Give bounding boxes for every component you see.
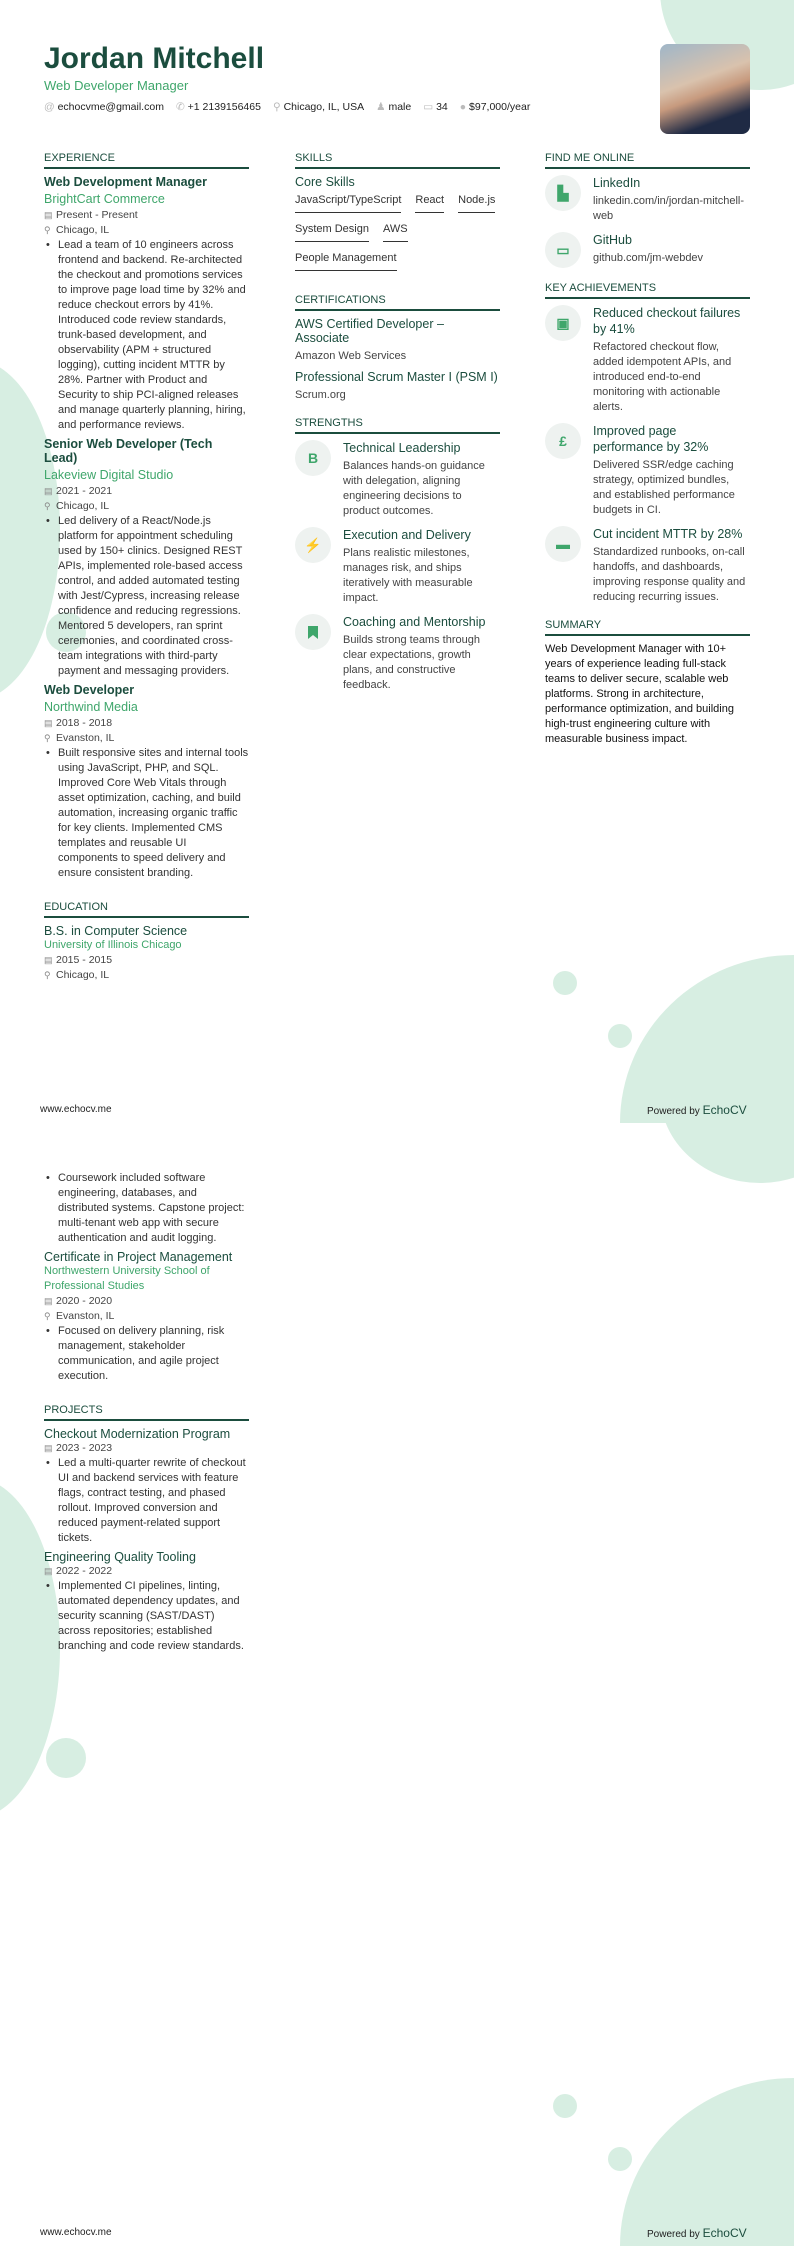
decor-circle	[46, 1738, 86, 1778]
person-icon: ♟	[376, 101, 389, 113]
profile-photo	[660, 44, 750, 134]
clipboard-icon: ▣	[545, 305, 581, 341]
left-column-continued	[44, 1171, 249, 1654]
name: Jordan Mitchell	[44, 42, 265, 75]
skill-tag: People Management	[295, 247, 397, 271]
online-linkedin[interactable]: ▙ LinkedIn linkedin.com/in/jordan-mitchell-web	[545, 175, 750, 224]
education-desc: • Coursework included software engineering, databases, and distributed systems. Capstone project: multi-tenant web app with secure authentication and audit logging.	[44, 1171, 249, 1246]
calendar-icon: ▭	[423, 101, 437, 113]
skill-tag: React	[415, 189, 444, 213]
job-title: Web Developer Manager	[44, 78, 189, 93]
strength-item: Coaching and Mentorship Builds strong teams through clear expectations, growth plans, and constructive feedback.	[295, 614, 500, 693]
linkedin-link[interactable]: linkedin.com/in/jordan-mitchell-web	[593, 195, 745, 222]
skill-tag: System Design	[295, 218, 369, 242]
cert-name: Professional Scrum Master I (PSM I)	[295, 370, 498, 384]
battery-icon: ▬	[545, 526, 581, 562]
decor-circle	[608, 2147, 632, 2171]
coin-icon: ●	[459, 101, 470, 113]
pin-icon: ⚲	[44, 225, 51, 235]
pin-icon: ⚲	[44, 733, 51, 743]
experience-item: Senior Web Developer (Tech Lead) Lakeview Digital Studio ▤ 2021 - 2021 ⚲ Chicago, IL • Led delivery of a React/Node.js platform for appointment scheduling used by 150+ clinics. Designed REST APIs, implemented role-based access control, and added automated testing with Jest/Cypress, increasing release confidence and reducing regressions. Mentored 5 developers, ran sprint ceremonies, and coordinated cross-team integrations with third-party payment and messaging providers.	[44, 437, 249, 679]
section-strengths: STRENGTHS	[295, 417, 500, 434]
calendar-icon: ▤	[44, 955, 53, 965]
calendar-icon: ▤	[44, 1443, 53, 1453]
strength-item: B Technical Leadership Balances hands-on guidance with delegation, aligning engineering decisions to product outcomes.	[295, 440, 500, 519]
section-projects: PROJECTS	[44, 1404, 249, 1421]
skill-tags	[295, 189, 500, 276]
left-column	[44, 152, 249, 983]
skill-group: Core Skills	[295, 175, 355, 189]
middle-column	[295, 152, 500, 701]
education-item: B.S. in Computer Science University of Illinois Chicago ▤ 2015 - 2015 ⚲ Chicago, IL	[44, 924, 188, 981]
header	[44, 42, 530, 113]
right-column	[545, 152, 750, 747]
bookmark-icon	[295, 614, 331, 650]
calendar-icon: ▤	[44, 486, 53, 496]
phone: ✆ +1 2139156465	[175, 101, 261, 113]
salary: ● $97,000/year	[459, 101, 531, 113]
pound-coin-icon: £	[545, 423, 581, 459]
letter-b-icon: B	[295, 440, 331, 476]
toggle-icon: ▭	[545, 232, 581, 268]
building-icon: ▙	[545, 175, 581, 211]
contact-row	[44, 101, 530, 113]
decor-circle	[608, 1024, 632, 1048]
calendar-icon: ▤	[44, 1296, 53, 1306]
pin-icon: ⚲	[272, 101, 284, 113]
bolt-icon: ⚡	[295, 527, 331, 563]
phone-icon: ✆	[175, 101, 188, 113]
section-achievements: KEY ACHIEVEMENTS	[545, 282, 750, 299]
project-item: Checkout Modernization Program ▤ 2023 - 2023 • Led a multi-quarter rewrite of checkout UI and backend services with feature flags, contract testing, and phased rollout. Improved conversion and reduced payment-related support tickets.	[44, 1427, 249, 1546]
cert-issuer: Amazon Web Services	[295, 350, 407, 362]
achievement-item: ▣ Reduced checkout failures by 41% Refactored checkout flow, added idempotent APIs, and introduced end-to-end monitoring with actionable alerts.	[545, 305, 750, 415]
at-icon: @	[44, 101, 58, 113]
pin-icon: ⚲	[44, 1311, 51, 1321]
pin-icon: ⚲	[44, 970, 51, 980]
github-link[interactable]: github.com/jm-webdev	[593, 252, 704, 264]
calendar-icon: ▤	[44, 1566, 53, 1576]
footer-powered: Powered by EchoCV	[647, 1103, 747, 1117]
achievement-item: £ Improved page performance by 32% Delivered SSR/edge caching strategy, optimized bundles, and established performance budgets in CI.	[545, 423, 750, 518]
decor-circle	[660, 1123, 794, 1183]
pin-icon: ⚲	[44, 501, 51, 511]
strength-item: ⚡ Execution and Delivery Plans realistic milestones, manages risk, and ships iteratively with measurable impact.	[295, 527, 500, 606]
skill-tag: AWS	[383, 218, 408, 242]
decor-circle	[553, 2094, 577, 2118]
email[interactable]: @ echocvme@gmail.com	[44, 101, 164, 113]
footer-site[interactable]: www.echocv.me	[40, 2227, 112, 2238]
achievement-item: ▬ Cut incident MTTR by 28% Standardized runbooks, on-call handoffs, and dashboards, improving response quality and reducing recurring issues.	[545, 526, 750, 605]
decor-circle	[553, 971, 577, 995]
decor-circle	[620, 955, 794, 1123]
location: ⚲ Chicago, IL, USA	[272, 101, 365, 113]
project-item: Engineering Quality Tooling ▤ 2022 - 2022 • Implemented CI pipelines, linting, automated dependency updates, and security scanning (SAST/DAST) across repositories; established branching and code review standards.	[44, 1550, 249, 1654]
cert-issuer: Scrum.org	[295, 389, 346, 401]
skill-tag: JavaScript/TypeScript	[295, 189, 401, 213]
experience-item: Web Developer Northwind Media ▤ 2018 - 2018 ⚲ Evanston, IL • Built responsive sites and internal tools using JavaScript, PHP, and SQL. Improved Core Web Vitals through asset optimization, caching, and build automation, increasing organic traffic for key clients. Implemented CMS templates and reusable UI components to speed delivery and ensure consistent branding.	[44, 683, 249, 881]
decor-circle	[620, 2078, 794, 2246]
online-github[interactable]: ▭ GitHub github.com/jm-webdev	[545, 232, 750, 268]
cert-name: AWS Certified Developer – Associate	[295, 317, 444, 345]
footer-site[interactable]: www.echocv.me	[40, 1104, 112, 1115]
age: ▭ 34	[423, 101, 448, 113]
section-summary: SUMMARY	[545, 619, 750, 636]
section-certifications: CERTIFICATIONS	[295, 294, 500, 311]
gender: ♟ male	[376, 101, 412, 113]
summary-text: Web Development Manager with 10+ years of experience leading full-stack teams to deliver secure, scalable web platforms. Strong in architecture, performance optimization, and building high-trust engineering culture with measurable business impact.	[545, 643, 734, 745]
page-2	[0, 1123, 794, 2246]
section-online: FIND ME ONLINE	[545, 152, 750, 169]
footer-powered: Powered by EchoCV	[647, 2226, 747, 2240]
section-skills: SKILLS	[295, 152, 500, 169]
calendar-icon: ▤	[44, 718, 53, 728]
education-item: Certificate in Project Management Northwestern University School of Professional Studies ▤ 2020 - 2020 ⚲ Evanston, IL • Focused on delivery planning, risk management, stakeholder communication, and agile project execution.	[44, 1250, 249, 1384]
skill-tag: Node.js	[458, 189, 495, 213]
section-education: EDUCATION	[44, 901, 249, 918]
calendar-icon: ▤	[44, 210, 53, 220]
section-experience: EXPERIENCE	[44, 152, 249, 169]
experience-item: Web Development Manager BrightCart Commerce ▤ Present - Present ⚲ Chicago, IL • Lead a team of 10 engineers across frontend and backend. Re-architected the checkout and promotions services to improve page load time by 32% and reduce checkout errors by 41%. Introduced code review standards, trunk-based development, and observability (APM + structured logging), cutting incident MTTR by 28%. Partner with Product and Security to ship PCI-aligned releases and manage quarterly planning, hiring, and performance reviews.	[44, 175, 249, 433]
